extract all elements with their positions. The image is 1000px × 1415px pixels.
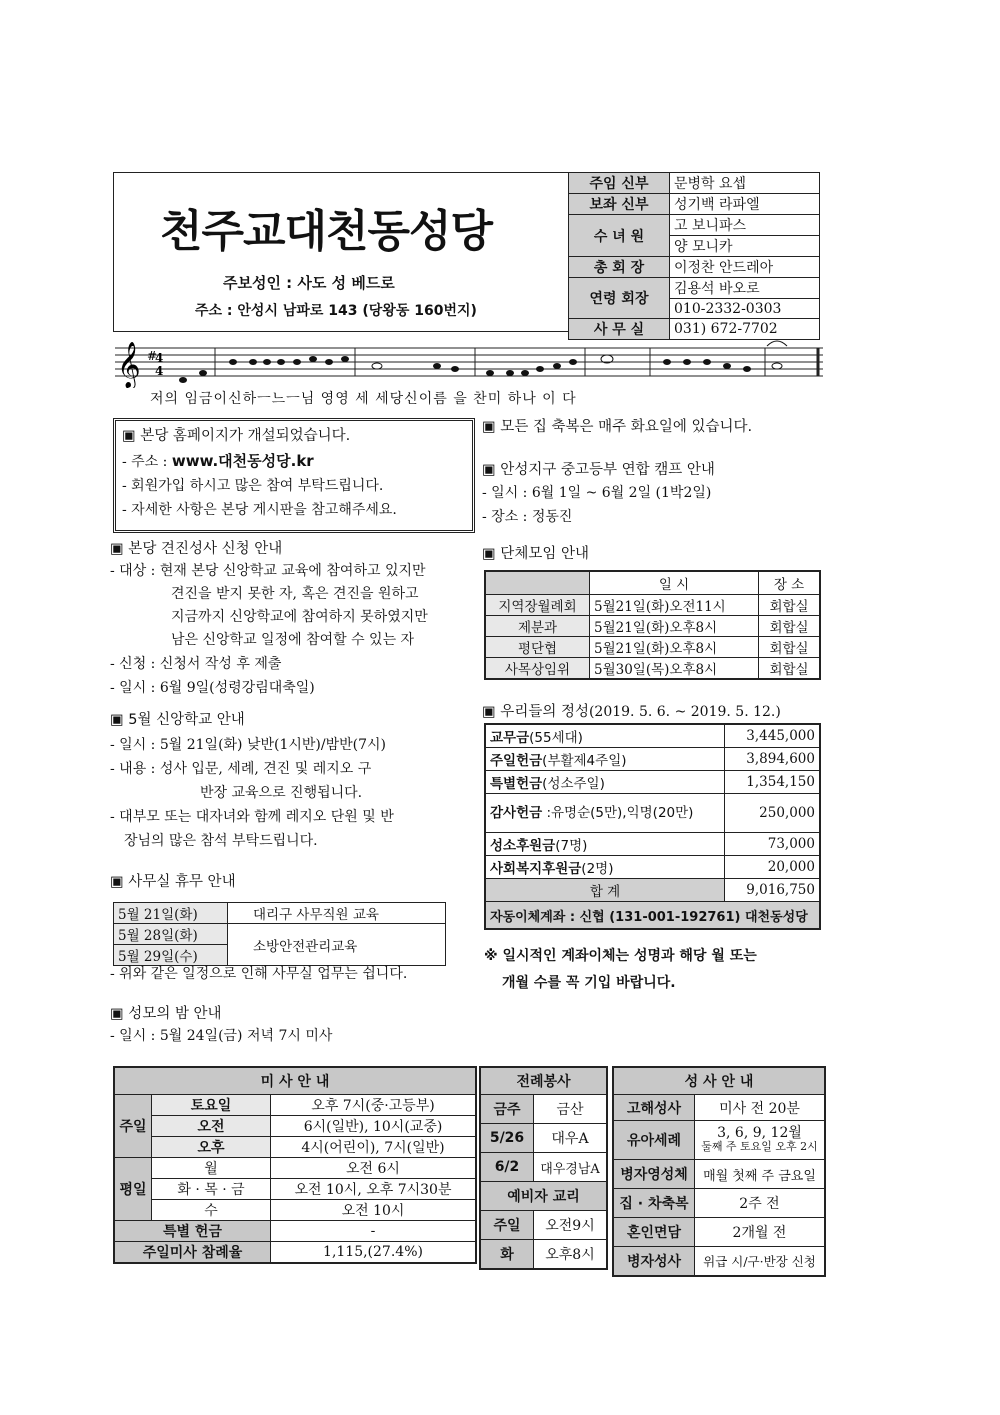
camp-line: - 일시 : 6월 1일 ~ 6월 2일 (1박2일) <box>482 485 712 501</box>
svg-text:4: 4 <box>155 364 164 378</box>
closure-date: 5월 28일(화) <box>114 924 228 945</box>
confirmation-line: 지금까지 신앙학교에 참여하지 못하였지만 <box>171 609 428 625</box>
office-closure-table <box>113 902 446 966</box>
special-offering-value: - <box>271 1221 477 1242</box>
groups-header-time: 일 시 <box>590 571 759 595</box>
sacrament-title: 성 사 안 내 <box>613 1067 825 1095</box>
closure-date: 5월 21일(화) <box>114 903 228 924</box>
patron-saint: 주보성인 : 사도 성 베드로 <box>223 274 395 292</box>
mary-night-title: ▣ 성모의 밤 안내 <box>110 1006 222 1022</box>
confirmation-line: 남은 신앙학교 일정에 참여할 수 있는 자 <box>171 632 415 648</box>
group-place: 회합실 <box>759 637 821 658</box>
faith-school-line: 반장 교육으로 진행됩니다. <box>200 785 363 801</box>
groups-header-place: 장 소 <box>759 571 821 595</box>
faith-school-line: - 대부모 또는 대자녀와 함께 레지오 단원 및 반 <box>110 809 394 825</box>
mass-day: 화 · 목 · 금 <box>152 1179 271 1200</box>
offering-sub: (55세대) <box>529 730 583 746</box>
altar-week: 금주 <box>480 1095 534 1124</box>
mass-time: 오후 7시(중·고등부) <box>271 1095 477 1116</box>
office-closure-title: ▣ 사무실 휴무 안내 <box>110 874 236 890</box>
sacrament-info: 2개월 전 <box>695 1218 826 1247</box>
offering-table <box>484 723 821 930</box>
pastor-name: 문병학 요셉 <box>670 173 820 194</box>
office-phone: 031) 672-7702 <box>670 319 820 340</box>
groups-title: ▣ 단체모임 안내 <box>482 546 589 562</box>
catechumen-time: 오전9시 <box>534 1211 608 1240</box>
groups-table <box>484 570 821 680</box>
church-address: 주소 : 안성시 남파로 143 (당왕동 160번지) <box>195 303 477 319</box>
altar-week: 5/26 <box>480 1124 534 1153</box>
faith-school-line: - 일시 : 5월 21일(화) 낮반(1시반)/밤반(7시) <box>110 737 387 753</box>
nun-1: 고 보니파스 <box>670 215 820 236</box>
svg-text:4: 4 <box>155 351 164 365</box>
homepage-notice <box>113 418 475 533</box>
group-name: 지역장월례회 <box>485 595 590 616</box>
offering-title-text: ▣ 우리들의 정성 <box>482 704 589 720</box>
assistant-label: 보좌 신부 <box>569 194 670 215</box>
mary-night-line: - 일시 : 5월 24일(금) 저녁 7시 미사 <box>110 1028 333 1044</box>
offering-label: 사회복지후원금 <box>490 861 582 877</box>
confirmation-title: ▣ 본당 견진성사 신청 안내 <box>110 541 283 557</box>
offering-total-label: 합 계 <box>485 879 725 902</box>
catechumen-day: 화 <box>480 1240 534 1270</box>
offering-amount: 73,000 <box>725 833 821 856</box>
group-place: 회합실 <box>759 595 821 616</box>
altar-title: 전례봉사 <box>480 1067 607 1095</box>
faith-school-title: ▣ 5월 신앙학교 안내 <box>110 712 245 728</box>
mass-sunday-label: 주일 <box>114 1095 152 1158</box>
confirmation-line: - 일시 : 6월 9일(성령강림대축일) <box>110 680 315 696</box>
league-label: 연령 회장 <box>569 278 670 319</box>
offering-note-2: 개월 수를 꼭 기입 바랍니다. <box>502 975 676 991</box>
mass-weekday-label: 평일 <box>114 1158 152 1221</box>
offering-label: 주일헌금 <box>490 753 543 769</box>
group-place: 회합실 <box>759 616 821 637</box>
confirmation-section <box>110 537 460 700</box>
church-title: 천주교대천동성당 <box>160 206 493 257</box>
mass-morning: 오전 <box>152 1116 271 1137</box>
svg-text:𝄞: 𝄞 <box>117 342 141 388</box>
offering-sub: :유명순(5만),익명(20만) <box>542 804 694 821</box>
altar-group: 대우경남A <box>534 1153 608 1182</box>
mass-time: 오전 6시 <box>271 1158 477 1179</box>
confirmation-line: 견진을 받지 못한 자, 혹은 견진을 원하고 <box>171 586 419 602</box>
camp-line: - 장소 : 정동진 <box>482 509 573 525</box>
homepage-title: ▣ 본당 홈페이지가 개설되었습니다. <box>122 428 351 444</box>
sacrament-info: 2주 전 <box>695 1189 826 1218</box>
mass-day: 월 <box>152 1158 271 1179</box>
offering-sub: (성소주일) <box>542 776 605 792</box>
nun-2: 양 모니카 <box>670 236 820 257</box>
altar-week: 6/2 <box>480 1153 534 1182</box>
house-blessing-notice: ▣ 모든 집 축복은 매주 화요일에 있습니다. <box>482 419 753 435</box>
sacrament-info: 미사 전 20분 <box>695 1095 826 1121</box>
group-name: 제분과 <box>485 616 590 637</box>
closure-note: - 위와 같은 일정으로 인해 사무실 업무는 쉽니다. <box>110 966 408 982</box>
confirmation-line: - 대상 : 현재 본당 신앙학교 교육에 참여하고 있지만 <box>110 563 426 579</box>
camp-title: ▣ 안성지구 중고등부 연합 캠프 안내 <box>482 462 715 478</box>
offering-amount: 20,000 <box>725 856 821 879</box>
mass-day: 수 <box>152 1200 271 1221</box>
office-label: 사 무 실 <box>569 319 670 340</box>
mass-schedule-table <box>113 1066 477 1264</box>
offering-amount: 3,445,000 <box>725 724 821 748</box>
assistant-name: 성기백 라파엘 <box>670 194 820 215</box>
faith-school-line: - 내용 : 성사 입문, 세례, 견진 및 레지오 구 <box>110 761 372 777</box>
closure-date: 5월 29일(수) <box>114 945 228 966</box>
sacrament-name: 혼인면담 <box>613 1218 695 1247</box>
altar-group: 대우A <box>534 1124 608 1153</box>
catechumen-title: 예비자 교리 <box>480 1182 607 1211</box>
offering-label: 교무금 <box>490 730 530 746</box>
catechumen-time: 오후8시 <box>534 1240 608 1270</box>
homepage-address-label: - 주소 : <box>122 454 168 470</box>
offering-amount: 250,000 <box>725 794 821 833</box>
sacrament-name: 병자영성체 <box>613 1160 695 1189</box>
sacrament-info: 둘째 주 토요일 오후 2시 <box>701 1140 818 1153</box>
mass-time: 오전 10시 <box>271 1200 477 1221</box>
special-offering-label: 특별 헌금 <box>114 1221 271 1242</box>
pastor-label: 주임 신부 <box>569 173 670 194</box>
faith-school-line: 장님의 많은 참석 부탁드립니다. <box>124 833 318 849</box>
homepage-line-2: - 회원가입 하시고 많은 참여 부탁드립니다. <box>122 478 384 494</box>
closure-event: 소방안전관리교육 <box>228 924 446 966</box>
offering-total: 9,016,750 <box>725 879 821 902</box>
sacrament-name: 유아세례 <box>613 1121 695 1160</box>
homepage-url[interactable]: www.대천동성당.kr <box>171 452 314 470</box>
chair-name: 이정찬 안드레아 <box>670 257 820 278</box>
group-name: 평단협 <box>485 637 590 658</box>
offering-sub: (부활제4주일) <box>542 753 627 769</box>
sacrament-name: 집 · 차축복 <box>613 1189 695 1218</box>
group-place: 회합실 <box>759 658 821 680</box>
offering-title <box>482 700 781 721</box>
offering-label: 감사헌금 <box>490 804 543 821</box>
camp-section <box>482 458 822 529</box>
groups-header-blank <box>485 571 590 595</box>
group-time: 5월21일(화)오후8시 <box>590 616 759 637</box>
offering-amount: 3,894,600 <box>725 748 821 771</box>
offering-label: 성소후원금 <box>490 838 556 854</box>
mass-title: 미 사 안 내 <box>114 1067 476 1095</box>
sacrament-info: 매월 첫째 주 금요일 <box>695 1160 826 1189</box>
sacrament-info: 3, 6, 9, 12월 <box>717 1125 802 1141</box>
mass-time: 오전 10시, 오후 7시30분 <box>271 1179 477 1200</box>
homepage-line-3: - 자세한 사항은 본당 게시판을 참고해주세요. <box>122 502 397 518</box>
league-name: 김용석 바오로 <box>670 278 820 299</box>
offering-sub: (2명) <box>581 861 614 877</box>
svg-text:#: # <box>147 349 158 363</box>
hymn-lyrics: 저의 임금이신하ㅡ느ㅡ님 영영 세 세당신이름 을 찬미 하나 이 다 <box>150 391 577 407</box>
homepage-address <box>122 449 472 474</box>
altar-service-table <box>479 1066 608 1270</box>
offering-amount: 1,354,150 <box>725 771 821 794</box>
group-name: 사목상임위 <box>485 658 590 680</box>
offering-note-1: ※ 일시적인 계좌이체는 성명과 해당 월 또는 <box>484 948 757 964</box>
offering-period: (2019. 5. 6. ~ 2019. 5. 12.) <box>588 704 781 720</box>
mass-afternoon: 오후 <box>152 1137 271 1158</box>
group-time: 5월21일(화)오후8시 <box>590 637 759 658</box>
staff-table <box>568 172 820 340</box>
group-time: 5월21일(화)오전11시 <box>590 595 759 616</box>
altar-group: 금산 <box>534 1095 608 1124</box>
closure-event: 대리구 사무직원 교육 <box>228 903 446 924</box>
chair-label: 총 회 장 <box>569 257 670 278</box>
league-phone: 010-2332-0303 <box>670 299 820 319</box>
music-score <box>115 338 827 388</box>
nuns-label: 수 녀 원 <box>569 215 670 257</box>
bank-account: 자동이체계좌 : 신협 (131-001-192761) 대천동성당 <box>485 902 820 930</box>
catechumen-day: 주일 <box>480 1211 534 1240</box>
attendance-label: 주일미사 참례율 <box>114 1242 271 1264</box>
sacrament-table <box>612 1066 826 1277</box>
offering-label: 특별헌금 <box>490 776 543 792</box>
mass-time: 4시(어린이), 7시(일반) <box>271 1137 477 1158</box>
mass-time: 6시(일반), 10시(교중) <box>271 1116 477 1137</box>
sacrament-name: 고해성사 <box>613 1095 695 1121</box>
attendance-value: 1,115,(27.4%) <box>271 1242 477 1264</box>
mass-saturday: 토요일 <box>152 1095 271 1116</box>
sacrament-name: 병자성사 <box>613 1247 695 1277</box>
faith-school-section <box>110 708 460 853</box>
group-time: 5월30일(목)오후8시 <box>590 658 759 680</box>
sacrament-info: 위급 시/구·반장 신청 <box>695 1247 826 1277</box>
confirmation-line: - 신청 : 신청서 작성 후 제출 <box>110 656 282 672</box>
offering-sub: (7명) <box>555 838 588 854</box>
